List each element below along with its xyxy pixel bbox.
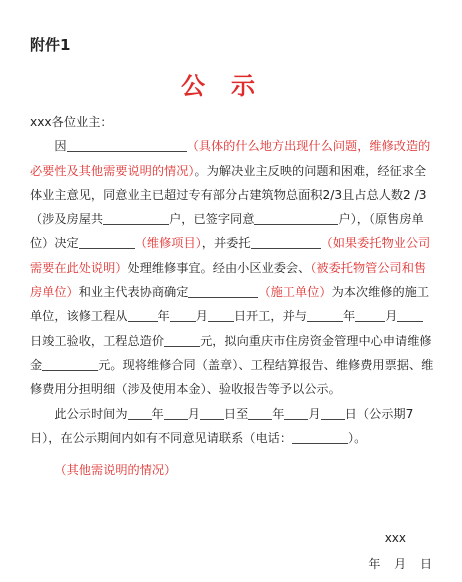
text: 元。现将维修合同（盖章）、工程结算报告、维修费用票据、维修费用分担明细（涉及使用本金）、验收报告等予以公示。 <box>30 357 434 397</box>
text: 月 <box>385 309 398 324</box>
paragraph-period <box>30 402 434 451</box>
blank-fund-amount <box>42 356 98 371</box>
text: 处理维修事宜。经由小区业委会、 <box>127 260 311 275</box>
blank-total-cost <box>164 332 200 347</box>
text: 和业主代表协商确定 <box>78 285 189 300</box>
blank-month <box>284 405 308 420</box>
blank-households <box>103 210 169 225</box>
page-title: 公示 <box>181 71 281 100</box>
text: ）。 <box>348 430 367 445</box>
blank-decision <box>79 234 135 249</box>
text: 为本次维修的施工单位，该修工程从 <box>30 285 430 324</box>
paragraph-main <box>30 134 434 401</box>
signature: xxx <box>384 531 406 545</box>
blank-contractor <box>188 283 258 298</box>
blank-phone <box>292 429 348 444</box>
red-note: （被委托物管公司和售房单位） <box>30 260 427 300</box>
blank-day <box>208 307 234 322</box>
blank-entrusted <box>251 234 321 249</box>
text: 户，已签字同意 <box>169 212 255 227</box>
text: 日（公示期7日），在公示期间内如有不同意见请联系（电话： <box>30 406 414 445</box>
attachment-label: 附件1 <box>30 36 71 54</box>
text: 月 <box>308 406 321 421</box>
blank-year <box>307 307 343 322</box>
blank-day <box>321 405 345 420</box>
text: 日至 <box>223 406 249 421</box>
blank-month <box>355 307 385 322</box>
red-note: （如果委托物业公司需要在此处说明） <box>30 236 431 275</box>
text: 年 <box>272 406 285 421</box>
text: ，并委托 <box>201 236 251 251</box>
text: 月 <box>195 309 208 324</box>
text: 因 <box>54 139 67 154</box>
blank-day <box>200 405 224 420</box>
red-note: （具体的什么地方出现什么问题，维修改造的必要性及其他需要说明的情况） <box>30 139 431 178</box>
text: 年 <box>343 309 356 324</box>
text: 年 <box>151 406 164 421</box>
greeting: xxx各位业主： <box>30 115 113 129</box>
notice-body <box>30 110 434 482</box>
blank-year <box>248 405 272 420</box>
text: 日竣工验收，工程总造价 <box>30 333 165 348</box>
blank-day <box>397 307 423 322</box>
text: 日开工，并与 <box>233 309 307 324</box>
blank-month <box>164 405 188 420</box>
blank-reason <box>67 137 187 152</box>
blank-month <box>170 307 196 322</box>
red-note: （施工单位） <box>258 285 332 300</box>
text: 元，拟向重庆市住房资金管理中心申请维修金 <box>30 333 432 372</box>
date-line: 年 月 日 <box>368 557 432 571</box>
red-note: （维修项目） <box>134 236 202 251</box>
blank-year <box>128 307 158 322</box>
text: 月 <box>187 406 200 421</box>
other-note: （其他需说明的情况） <box>54 463 177 478</box>
text: 年 <box>157 309 170 324</box>
text: 户），（原售房单位）决定 <box>30 212 424 251</box>
text: 此公示时间为 <box>54 406 128 421</box>
blank-signed <box>254 210 338 225</box>
text: 。为解决业主反映的问题和困难，经征求全体业主意见，同意业主已超过专有部分占建筑物总面积2/3且占总人数2 /3（涉及房屋共 <box>30 163 427 227</box>
blank-year <box>128 405 152 420</box>
